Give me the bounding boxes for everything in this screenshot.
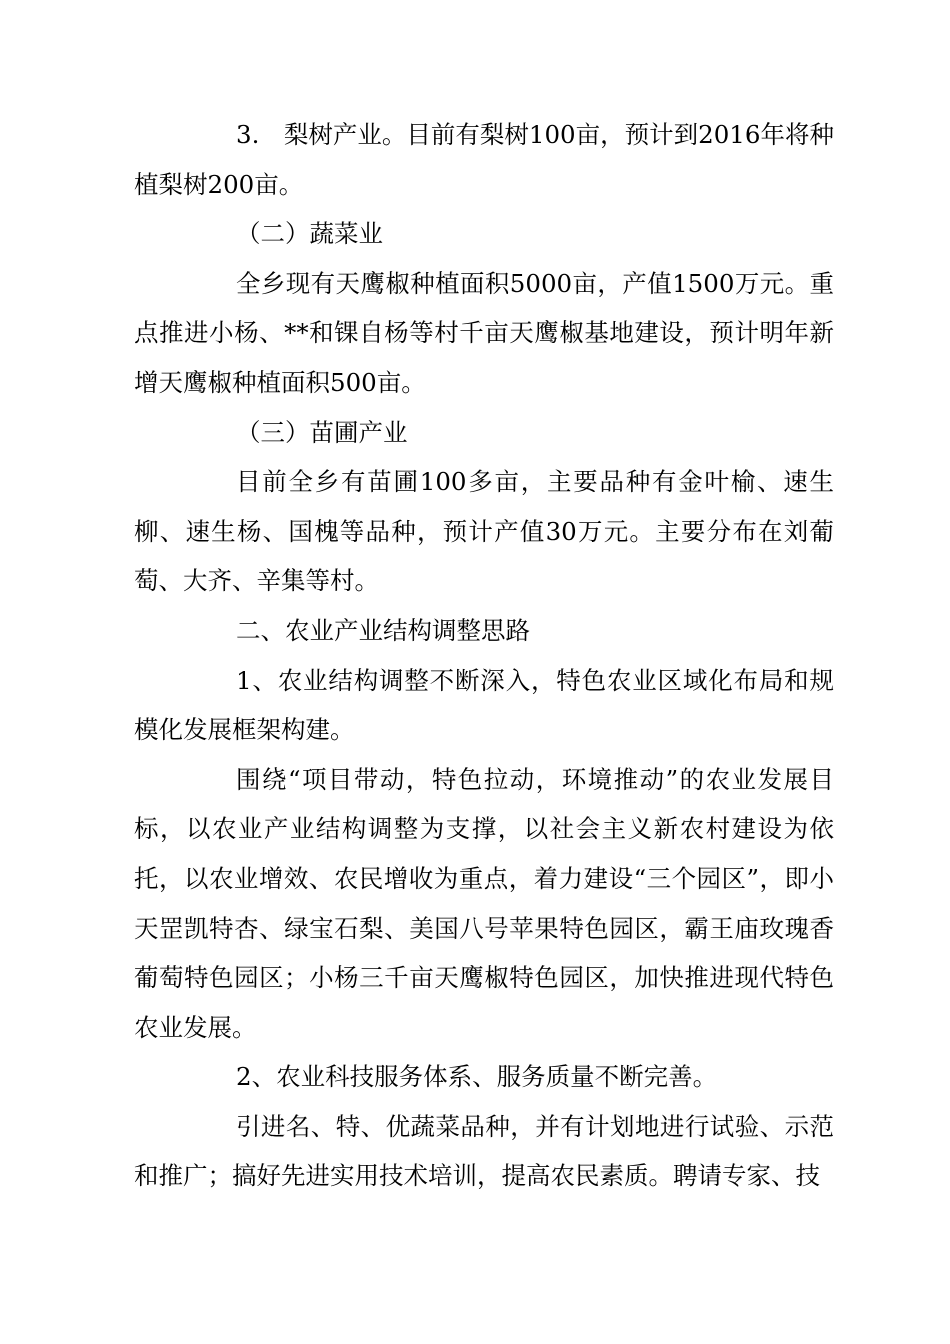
document-body (134, 110, 834, 1201)
paragraph-nursery-industry: 目前全乡有苗圃100多亩，主要品种有金叶榆、速生柳、速生杨、国槐等品种，预计产值30万元。主要分布在刘葡萄、大齐、辛集等村。 (134, 467, 834, 596)
paragraph-point-2-detail: 引进名、特、优蔬菜品种，并有计划地进行试验、示范和推广；搞好先进实用技术培训，提高农民素质。聘请专家、技 (134, 1111, 834, 1191)
heading-nursery-industry: （三）苗圃产业 (236, 417, 408, 447)
heading-vegetable-industry: （二）蔬菜业 (236, 219, 383, 249)
paragraph-point-1: 1、农业结构调整不断深入，特色农业区域化布局和规模化发展框架构建。 (134, 665, 834, 745)
paragraph-point-2: 2、农业科技服务体系、服务质量不断完善。 (236, 1062, 718, 1092)
heading-structure-adjustment: 二、农业产业结构调整思路 (236, 615, 530, 645)
paragraph-vegetable-industry: 全乡现有天鹰椒种植面积5000亩，产值1500万元。重点推进小杨、**和锞自杨等村千亩天鹰椒基地建设，预计明年新增天鹰椒种植面积500亩。 (134, 268, 834, 397)
paragraph-pear-industry: 3. 梨树产业。目前有梨树100亩，预计到2016年将种植梨树200亩。 (134, 120, 834, 199)
paragraph-point-1-detail: 围绕“项目带动，特色拉动，环境推动”的农业发展目标，以农业产业结构调整为支撑，以社会主义新农村建设为依托，以农业增效、农民增收为重点，着力建设“三个园区”，即小天罡凯特杏、绿宝石梨、美国八号苹果特色园区，霸王庙玫瑰香葡萄特色园区；小杨三千亩天鹰椒特色园区，加快推进现代特色农业发展。 (134, 764, 834, 1042)
